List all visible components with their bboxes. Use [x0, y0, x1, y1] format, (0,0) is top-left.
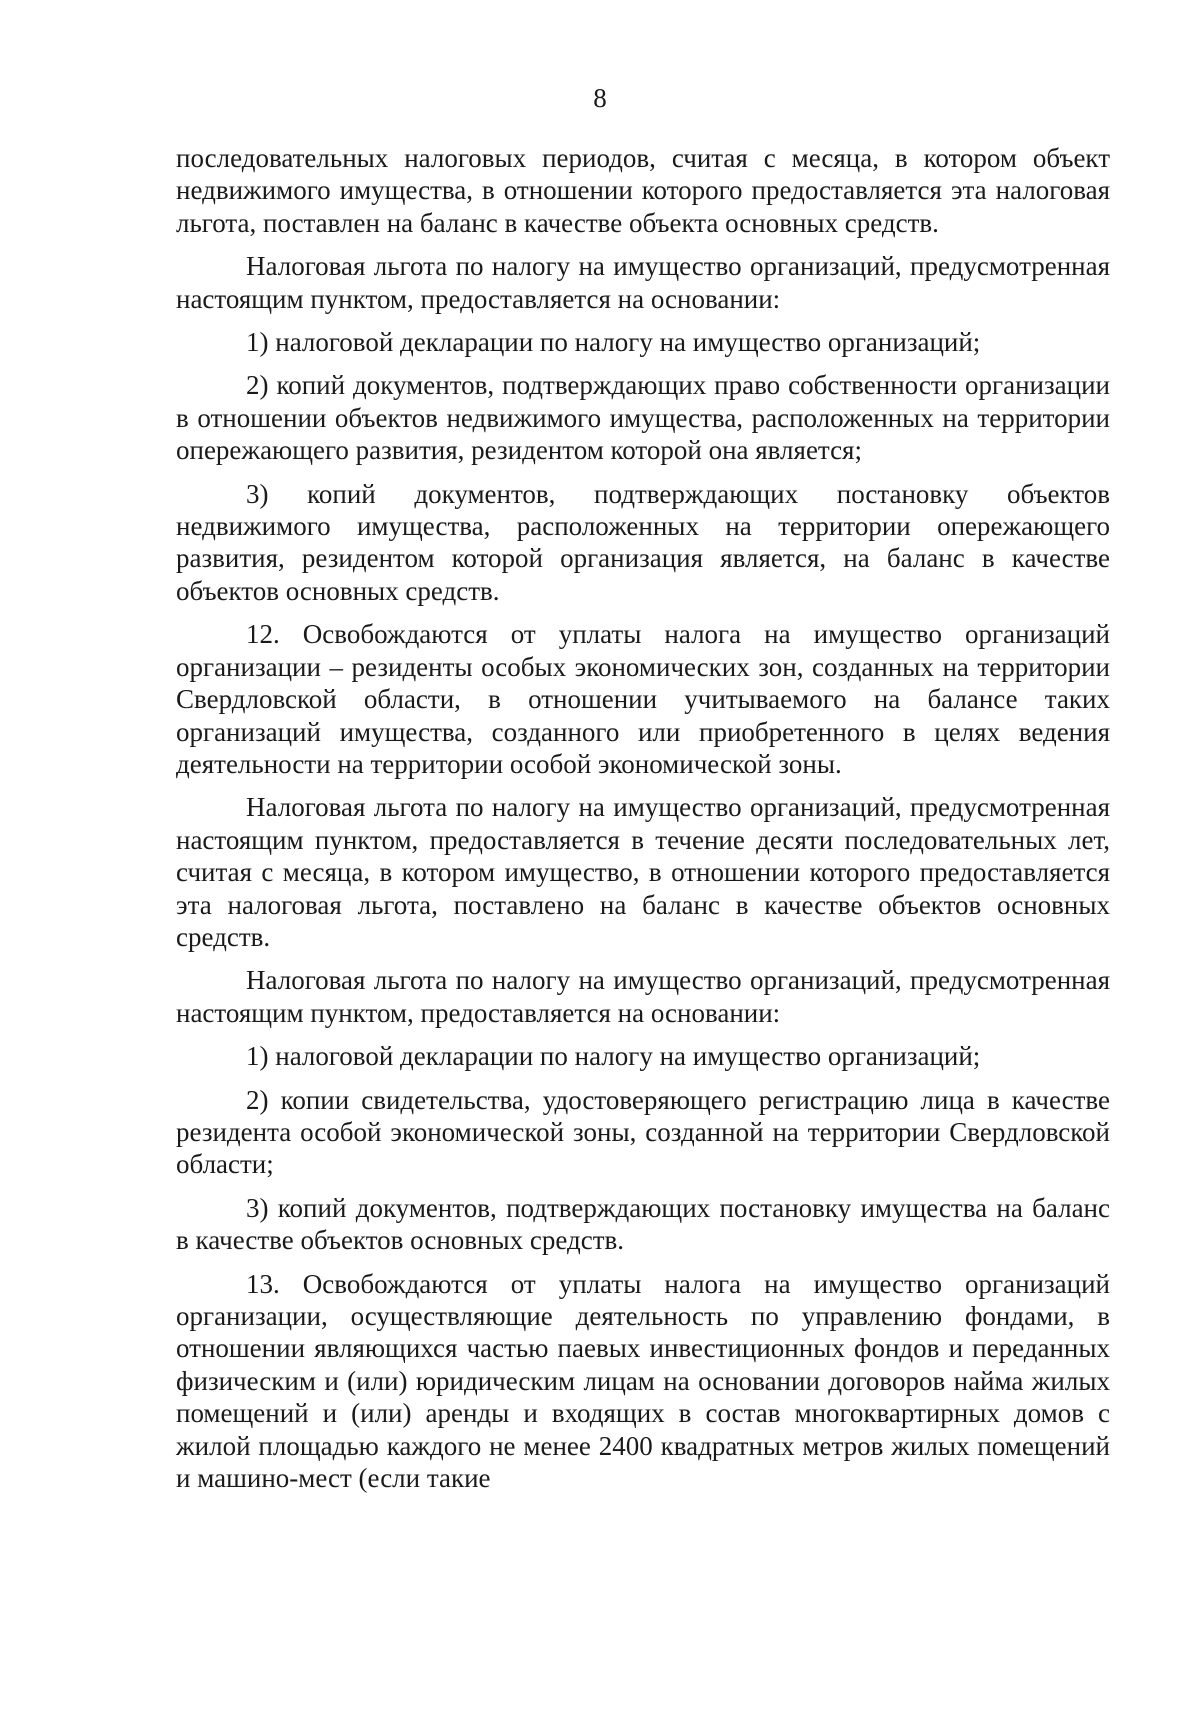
- document-body: [176, 142, 1110, 1505]
- paragraph: 2) копии свидетельства, удостоверяющего регистрацию лица в качестве резидента особой экономической зоны, созданной на территории Свердловской области;: [176, 1084, 1110, 1180]
- paragraph: 3) копий документов, подтверждающих постановку имущества на баланс в качестве объектов основных средств.: [176, 1192, 1110, 1256]
- paragraph: 1) налоговой декларации по налогу на имущество организаций;: [246, 1041, 981, 1072]
- paragraph: 12. Освобождаются от уплаты налога на имущество организаций организации – резиденты особых экономических зон, созданных на территории Свердловской области, в отношении учитываемого на балансе таких организаций имущества, созданного или приобретенного в целях ведения деятельности на территории особой экономической зоны.: [176, 619, 1110, 779]
- paragraph: 13. Освобождаются от уплаты налога на имущество организаций организации, осуществляющие деятельность по управлению фондами, в отношении являющихся частью паевых инвестиционных фондов и переданных физическим и (или) юридическим лицам на основании договоров найма жилых помещений и (или) аренды и входящих в состав многоквартирных домов с жилой площадью каждого не менее 2400 квадратных метров жилых помещений и машино-мест (если такие: [176, 1268, 1110, 1494]
- paragraph: последовательных налоговых периодов, считая с месяца, в котором объект недвижимого имущества, в отношении которого предоставляется эта налоговая льгота, поставлен на баланс в качестве объекта основных средств.: [176, 143, 1110, 238]
- paragraph: 3) копий документов, подтверждающих постановку объектов недвижимого имущества, расположенных на территории опережающего развития, резидентом которой организация является, на баланс в качестве объектов основных средств.: [176, 478, 1110, 606]
- paragraph: Налоговая льгота по налогу на имущество организаций, предусмотренная настоящим пунктом, предоставляется на основании:: [176, 965, 1110, 1028]
- page-number: 8: [593, 83, 607, 113]
- paragraph: Налоговая льгота по налогу на имущество организаций, предусмотренная настоящим пунктом, предоставляется в течение десяти последовательных лет, считая с месяца, в котором имущество, в отношении которого предоставляется эта налоговая льгота, поставлено на баланс в качестве объектов основных средств.: [176, 792, 1110, 952]
- paragraph: Налоговая льгота по налогу на имущество организаций, предусмотренная настоящим пунктом, предоставляется на основании:: [176, 251, 1110, 314]
- paragraph: 2) копий документов, подтверждающих право собственности организации в отношении объектов недвижимого имущества, расположенных на территории опережающего развития, резидентом которой она является;: [176, 370, 1110, 466]
- paragraph: 1) налоговой декларации по налогу на имущество организаций;: [246, 327, 981, 358]
